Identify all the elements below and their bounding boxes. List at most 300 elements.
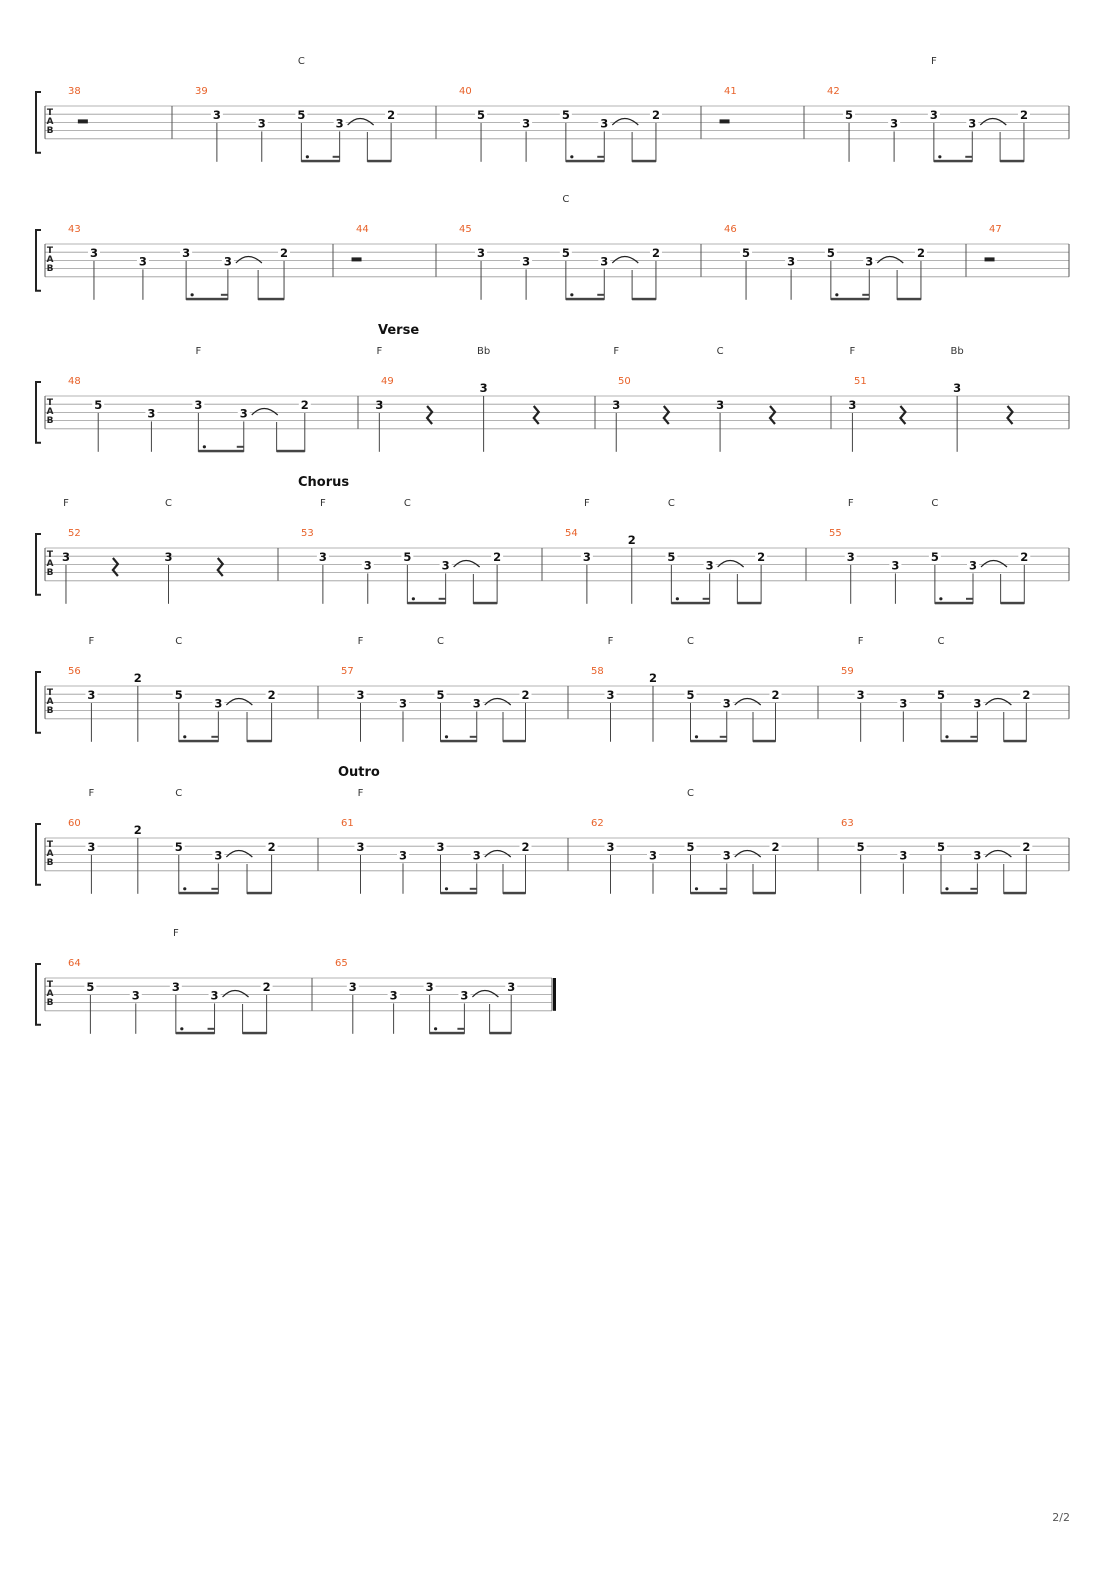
note-beam [503, 740, 526, 743]
note-beam [720, 736, 727, 738]
measure-62 [591, 788, 782, 894]
note-beam [441, 740, 477, 743]
fret-number: 3 [953, 381, 962, 395]
tab-clef-letter: T [46, 980, 54, 990]
measure-63 [841, 818, 1032, 894]
dot [445, 735, 448, 738]
note-beam [566, 298, 604, 301]
chord-symbol: C [297, 56, 305, 67]
chord-symbol: F [88, 788, 95, 799]
measure-55 [829, 498, 1030, 604]
final-barline [553, 978, 556, 1011]
fret-number: 3 [865, 254, 874, 269]
measure-number: 63 [841, 818, 854, 829]
note-beam [457, 1028, 464, 1030]
measure-48 [68, 346, 311, 452]
note-beam [503, 892, 526, 895]
tab-clef-letter: B [46, 126, 54, 136]
section-label: Outro [338, 765, 380, 780]
measure-number: 45 [459, 224, 472, 235]
chord-symbol: F [357, 636, 364, 647]
measure-42 [827, 56, 1030, 162]
fret-number: 3 [61, 550, 70, 564]
fret-number: 3 [194, 398, 203, 412]
dot [939, 597, 942, 600]
note-beam [221, 294, 228, 296]
note-beam [831, 298, 869, 301]
note-beam [470, 736, 477, 738]
dot [570, 293, 573, 296]
measure-54 [565, 498, 767, 604]
chord-symbol: C [175, 636, 183, 647]
fret-number: 5 [742, 246, 751, 260]
fret-number: 5 [436, 688, 445, 702]
tab-clef-letter: T [46, 398, 54, 408]
fret-number: 3 [363, 558, 372, 573]
quarter-rest [900, 406, 905, 424]
note-beam [691, 740, 727, 743]
note-beam [439, 598, 446, 600]
tie [226, 851, 252, 858]
measure-44 [352, 224, 369, 261]
measure-number: 41 [724, 86, 737, 97]
measure-number: 62 [591, 818, 604, 829]
fret-number: 3 [973, 848, 982, 863]
fret-number: 2 [267, 688, 276, 702]
tie [612, 257, 638, 264]
fret-number: 5 [936, 840, 945, 854]
measure-number: 38 [68, 86, 81, 97]
fret-number: 5 [86, 980, 95, 994]
measure-51 [848, 346, 1012, 452]
tie [485, 699, 511, 706]
fret-number: 3 [890, 116, 899, 131]
dot [434, 1027, 437, 1030]
note-beam [965, 156, 972, 158]
section-label: Chorus [298, 475, 350, 490]
system-bracket [36, 92, 41, 153]
fret-number: 5 [403, 550, 412, 564]
fret-number: 3 [472, 696, 481, 711]
system-4 [36, 498, 1069, 604]
note-beam [258, 298, 284, 301]
measure-61 [341, 788, 532, 894]
tab-clef-letter: A [46, 117, 54, 127]
tab-clef-letter: B [46, 568, 54, 578]
dot [938, 155, 941, 158]
fret-number: 3 [87, 840, 96, 854]
fret-number: 3 [891, 558, 900, 573]
fret-number: 3 [600, 254, 609, 269]
system-bracket [36, 964, 41, 1025]
chord-symbol: C [403, 498, 411, 509]
fret-number: 3 [722, 848, 731, 863]
tie [612, 119, 638, 126]
fret-number: 3 [348, 980, 357, 994]
chord-symbol: F [319, 498, 326, 509]
tab-clef-letter: B [46, 416, 54, 426]
measure-56 [68, 636, 278, 742]
measure-57 [341, 636, 532, 742]
tie [985, 851, 1011, 858]
fret-number: 2 [300, 398, 309, 412]
fret-number: 3 [147, 406, 156, 421]
measure-number: 57 [341, 666, 354, 677]
fret-number: 2 [262, 980, 271, 994]
fret-number: 3 [472, 848, 481, 863]
chord-symbol: C [175, 788, 183, 799]
fret-number: 5 [477, 108, 486, 122]
fret-number: 3 [705, 558, 714, 573]
measure-46 [724, 224, 927, 300]
fret-number: 3 [214, 696, 223, 711]
measure-41 [720, 86, 737, 123]
fret-number: 3 [164, 550, 173, 564]
system-6 [36, 788, 1069, 894]
note-beam [198, 450, 243, 453]
fret-number: 3 [522, 254, 531, 269]
note-beam [632, 298, 656, 301]
measure-number: 55 [829, 528, 842, 539]
fret-number: 2 [387, 108, 396, 122]
note-beam [1000, 160, 1024, 163]
measure-53 [301, 498, 503, 604]
dot [180, 1027, 183, 1030]
measure-47 [985, 224, 1002, 261]
system-7 [36, 928, 556, 1034]
dot [835, 293, 838, 296]
measure-number: 42 [827, 86, 840, 97]
chord-symbol: F [607, 636, 614, 647]
dot [570, 155, 573, 158]
tie [226, 699, 252, 706]
tie [472, 991, 498, 998]
note-beam [441, 892, 477, 895]
fret-number: 3 [968, 116, 977, 131]
section-label: Verse [378, 323, 420, 338]
measure-38 [68, 86, 88, 123]
whole-rest [985, 257, 995, 261]
measure-number: 48 [68, 376, 81, 387]
quarter-rest [427, 406, 432, 424]
fret-number: 3 [856, 688, 865, 702]
quarter-rest [113, 558, 118, 576]
note-beam [243, 1032, 267, 1035]
fret-number: 2 [651, 246, 660, 260]
fret-number: 3 [318, 550, 327, 564]
chord-symbol: C [667, 498, 675, 509]
whole-rest [78, 119, 88, 123]
fret-number: 5 [845, 108, 854, 122]
quarter-rest [534, 406, 539, 424]
fret-number: 2 [771, 840, 780, 854]
measure-39 [195, 56, 397, 162]
tab-clef-letter: B [46, 264, 54, 274]
note-beam [407, 602, 445, 605]
system-bracket [36, 672, 41, 733]
system-bracket [36, 382, 41, 443]
dot [695, 887, 698, 890]
system-5 [36, 636, 1069, 742]
measure-number: 61 [341, 818, 354, 829]
fret-number: 2 [757, 550, 766, 564]
fret-number: 2 [651, 108, 660, 122]
note-beam [247, 892, 272, 895]
fret-number: 2 [1019, 108, 1028, 122]
fret-number: 3 [441, 558, 450, 573]
chord-symbol: F [63, 498, 69, 509]
measure-52 [62, 498, 223, 604]
fret-number: 3 [722, 696, 731, 711]
note-beam [897, 298, 921, 301]
fret-number: 2 [521, 688, 530, 702]
system-3 [36, 346, 1069, 452]
fret-number: 3 [375, 398, 384, 412]
tab-clef-letter: B [46, 858, 54, 868]
note-beam [179, 892, 219, 895]
quarter-rest [770, 406, 775, 424]
chord-symbol: C [937, 636, 945, 647]
measure-49 [375, 346, 538, 452]
fret-number: 3 [460, 988, 469, 1003]
tab-clef-letter: A [46, 407, 54, 417]
note-beam [208, 1028, 215, 1030]
fret-number: 3 [507, 980, 516, 994]
whole-rest [352, 257, 362, 261]
system-2 [36, 194, 1069, 300]
note-beam [737, 602, 761, 605]
tie [348, 119, 374, 126]
tab-clef-letter: A [46, 697, 54, 707]
fret-number: 3 [606, 840, 615, 854]
note-beam [1004, 740, 1027, 743]
fret-number: 3 [212, 108, 221, 122]
system-bracket [36, 230, 41, 291]
note-beam [597, 294, 604, 296]
fret-number: 3 [425, 980, 434, 994]
fret-number: 5 [174, 688, 183, 702]
fret-number: 3 [848, 398, 857, 412]
measure-number: 52 [68, 528, 81, 539]
note-beam [862, 294, 869, 296]
chord-symbol: F [930, 56, 937, 67]
fret-number: 3 [968, 558, 978, 573]
note-beam [367, 160, 391, 163]
system-bracket [36, 824, 41, 885]
chord-symbol: C [687, 788, 694, 799]
fret-number: 3 [223, 254, 232, 269]
chord-symbol: F [849, 346, 856, 357]
fret-number: 3 [582, 550, 591, 564]
note-beam [671, 602, 709, 605]
tab-clef-letter: B [46, 998, 54, 1008]
note-beam [211, 736, 218, 738]
note-beam [1004, 892, 1027, 895]
fret-number: 5 [686, 840, 695, 854]
measure-number: 56 [68, 666, 81, 677]
tie [223, 991, 249, 998]
fret-number: 3 [182, 246, 191, 260]
fret-number: 3 [846, 550, 855, 564]
fret-number: 5 [561, 246, 570, 260]
chord-symbol: C [687, 636, 694, 647]
note-beam [703, 598, 710, 600]
tie [735, 851, 761, 858]
fret-number: 3 [612, 398, 621, 412]
fret-number: 2 [133, 671, 142, 685]
measure-number: 46 [724, 224, 737, 235]
dot [183, 735, 186, 738]
measure-59 [841, 636, 1032, 742]
fret-number: 5 [930, 550, 939, 564]
fret-number: 5 [936, 688, 945, 702]
fret-number: 5 [826, 246, 835, 260]
note-beam [176, 1032, 215, 1035]
chord-symbol: F [613, 346, 620, 357]
quarter-rest [218, 558, 223, 576]
note-beam [753, 892, 776, 895]
fret-number: 3 [600, 116, 609, 131]
chord-symbol: F [857, 636, 864, 647]
fret-number: 3 [356, 688, 365, 702]
measure-number: 59 [841, 666, 854, 677]
system-bracket [36, 534, 41, 595]
tab-clef-letter: B [46, 706, 54, 716]
dot [183, 887, 186, 890]
note-beam [934, 160, 972, 163]
dot [445, 887, 448, 890]
measure-number: 53 [301, 528, 314, 539]
fret-number: 5 [856, 840, 865, 854]
chord-symbol: Bb [950, 346, 964, 357]
note-beam [597, 156, 604, 158]
dot [412, 597, 415, 600]
tie [718, 561, 744, 568]
note-beam [179, 740, 219, 743]
note-beam [970, 736, 977, 738]
measure-number: 44 [356, 224, 369, 235]
fret-number: 3 [335, 116, 344, 131]
note-beam [473, 602, 497, 605]
fret-number: 3 [929, 108, 938, 122]
fret-number: 3 [479, 381, 488, 395]
measure-45 [459, 194, 662, 300]
measure-number: 47 [989, 224, 1002, 235]
note-beam [186, 298, 228, 301]
fret-number: 2 [133, 823, 142, 837]
fret-number: 3 [899, 696, 908, 711]
fret-number: 2 [648, 671, 658, 685]
note-beam [632, 160, 656, 163]
note-beam [966, 598, 973, 600]
fret-number: 3 [210, 988, 219, 1003]
chord-symbol: F [195, 346, 202, 357]
note-beam [301, 160, 339, 163]
note-beam [691, 892, 727, 895]
fret-number: 3 [436, 840, 445, 854]
note-beam [237, 446, 244, 448]
measure-43 [68, 224, 290, 300]
dot [191, 293, 194, 296]
fret-number: 2 [1020, 550, 1029, 564]
fret-number: 2 [1022, 840, 1031, 854]
fret-number: 3 [648, 848, 658, 863]
measure-58 [591, 636, 782, 742]
tab-clef-letter: T [46, 550, 54, 560]
measure-number: 54 [565, 528, 578, 539]
fret-number: 5 [174, 840, 183, 854]
tab-clef-letter: A [46, 849, 54, 859]
fret-number: 3 [973, 696, 982, 711]
chord-symbol: C [437, 636, 444, 647]
fret-number: 2 [916, 246, 925, 260]
note-beam [430, 1032, 465, 1035]
tie [485, 851, 511, 858]
chord-symbol: C [562, 194, 570, 205]
fret-number: 3 [89, 246, 98, 260]
tab-clef-letter: A [46, 559, 54, 569]
system-1 [36, 56, 1069, 162]
tie [980, 119, 1006, 126]
tie [454, 561, 480, 568]
measure-number: 39 [195, 86, 208, 97]
page-number: 2/2 [1052, 1511, 1070, 1524]
measure-number: 51 [854, 376, 867, 387]
quarter-rest [1008, 406, 1013, 424]
measure-number: 50 [618, 376, 631, 387]
fret-number: 2 [267, 840, 276, 854]
fret-number: 3 [389, 988, 398, 1003]
dot [203, 445, 206, 448]
tab-clef-letter: T [46, 688, 54, 698]
fret-number: 3 [398, 696, 408, 711]
fret-number: 3 [171, 980, 180, 994]
fret-number: 3 [398, 848, 408, 863]
fret-number: 3 [606, 688, 615, 702]
fret-number: 3 [716, 398, 725, 412]
tie [985, 699, 1011, 706]
tie [735, 699, 761, 706]
dot [306, 155, 309, 158]
tab-clef-letter: T [46, 108, 54, 118]
note-beam [720, 888, 727, 890]
tab-clef-letter: T [46, 840, 54, 850]
note-beam [490, 1032, 512, 1035]
chord-symbol: F [172, 928, 179, 939]
measure-number: 49 [381, 376, 394, 387]
fret-number: 3 [214, 848, 223, 863]
fret-number: 2 [280, 246, 289, 260]
fret-number: 5 [667, 550, 676, 564]
fret-number: 3 [257, 116, 266, 131]
fret-number: 2 [1022, 688, 1031, 702]
chord-symbol: F [583, 498, 590, 509]
measure-65 [335, 958, 517, 1034]
fret-number: 2 [771, 688, 780, 702]
fret-number: 5 [686, 688, 695, 702]
tab-clef-letter: A [46, 989, 54, 999]
fret-number: 3 [787, 254, 796, 269]
note-beam [277, 450, 305, 453]
fret-number: 5 [94, 398, 103, 412]
tie [236, 257, 262, 264]
fret-number: 3 [138, 254, 147, 269]
fret-number: 3 [477, 246, 486, 260]
fret-number: 2 [493, 550, 502, 564]
chord-symbol: C [164, 498, 172, 509]
tie [252, 409, 278, 416]
dot [945, 735, 948, 738]
